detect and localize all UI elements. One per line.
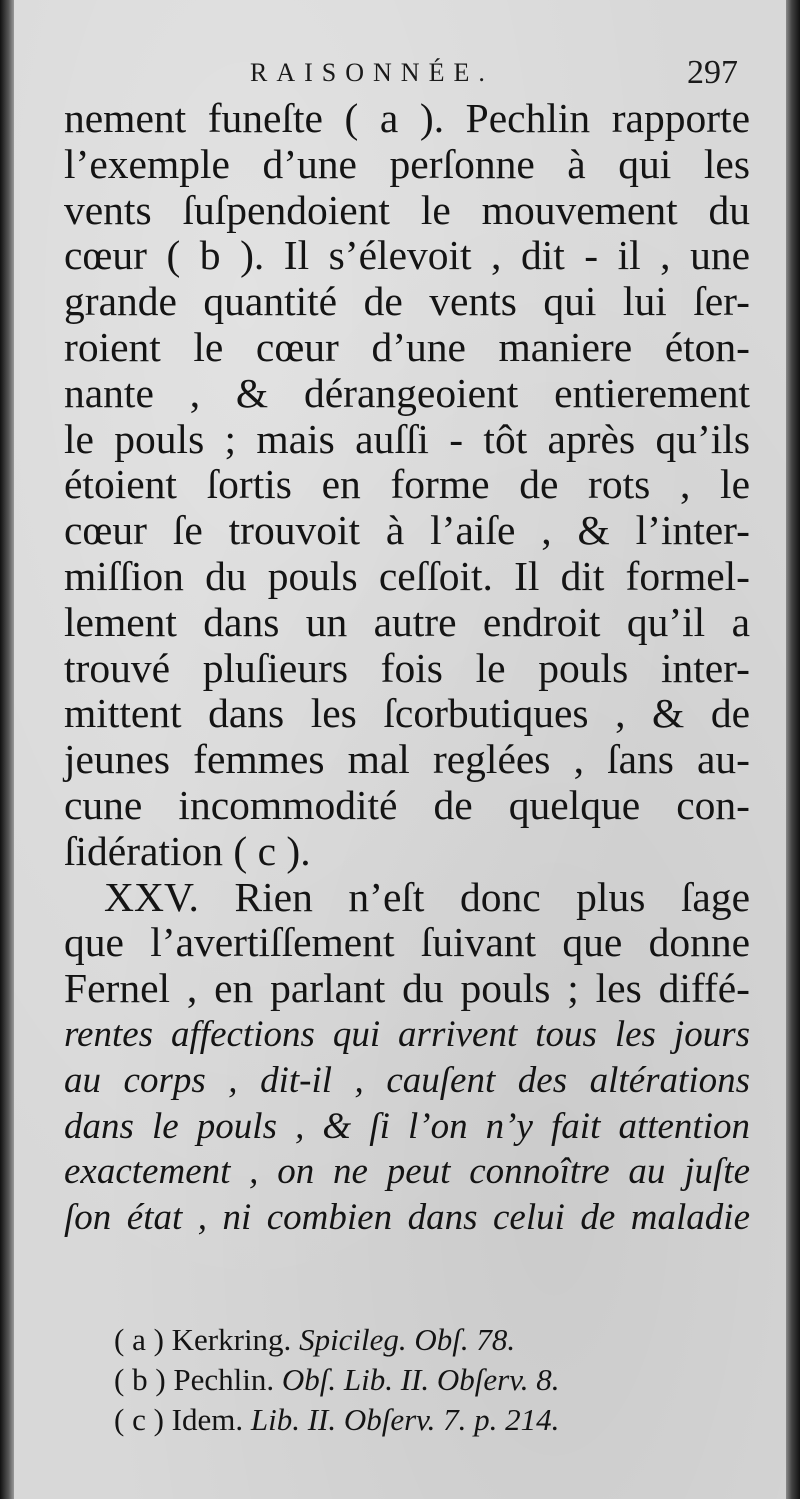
footnote <box>114 1360 674 1400</box>
text-line: nante , & dérangeoient entierement <box>64 369 750 416</box>
footnote-author: Pechlin. <box>173 1362 275 1397</box>
text-line: miſſion du pouls ceſſoit. Il dit formel- <box>64 552 750 599</box>
text-line: cœur ſe trouvoit à l’aiſe , & l’inter- <box>64 507 750 554</box>
text-line: roient le cœur d’une maniere éton- <box>64 323 750 370</box>
text-line: lement dans un autre endroit qu’il a <box>64 598 750 645</box>
scan-right-edge <box>786 0 800 1499</box>
book-page <box>14 0 786 1499</box>
text-line: cœur ( b ). Il s’élevoit , dit - il , une <box>64 232 750 279</box>
section-heading-line: XXV. Rien n’eſt donc plus ſage <box>104 873 750 920</box>
footnote-author: Idem. <box>171 1402 244 1437</box>
footnotes <box>114 1320 674 1440</box>
footnote <box>114 1400 674 1440</box>
text-line: vents ſuſpendoient le mouvement du <box>64 186 750 233</box>
text-line: cune incommodité de quelque con- <box>64 781 750 828</box>
body-text <box>64 96 750 1241</box>
text-line: jeunes femmes mal reglées , ſans au- <box>64 736 750 783</box>
footnote-reference: Lib. II. Obſerv. 7. p. 214. <box>250 1402 560 1437</box>
text-line: que l’avertiſſement ſuivant que donne <box>64 919 750 966</box>
footnote-mark: ( a ) <box>114 1322 164 1357</box>
footnote-reference: Obſ. Lib. II. Obſerv. 8. <box>281 1362 560 1397</box>
footnote-author: Kerkring. <box>171 1322 292 1357</box>
quote-line: au corps , dit-il , cauſent des altérations <box>64 1059 750 1101</box>
text-line: ſidération ( c ). <box>64 827 311 874</box>
quote-line: rentes affections qui arrivent tous les jours <box>64 1013 750 1055</box>
text-line: trouvé pluſieurs fois le pouls inter- <box>64 644 750 691</box>
text-line: Fernel , en parlant du pouls ; les diffé- <box>64 965 750 1012</box>
page-number: 297 <box>687 54 738 91</box>
page-header <box>250 54 738 98</box>
text-line: le pouls ; mais auſſi - tôt après qu’ils <box>64 415 750 462</box>
quote-line: exactement , on ne peut connoître au juſte <box>64 1151 750 1193</box>
text-line: l’exemple d’une perſonne à qui les <box>64 140 750 187</box>
footnote-reference: Spicileg. Obſ. 78. <box>299 1322 516 1357</box>
footnote-mark: ( b ) <box>114 1362 166 1397</box>
text-line: mittent dans les ſcorbutiques , & de <box>64 690 750 737</box>
footnote <box>114 1320 674 1360</box>
text-line: nement funeſte ( a ). Pechlin rapporte <box>64 95 750 141</box>
text-line: grande quantité de vents qui lui ſer- <box>64 278 750 325</box>
quote-line: dans le pouls , & ſi l’on n’y fait attention <box>64 1105 750 1147</box>
running-head: RAISONNÉE. <box>250 58 494 87</box>
text-line: étoient ſortis en forme de rots , le <box>64 461 750 508</box>
quote-line: ſon état , ni combien dans celui de maladie <box>64 1197 750 1239</box>
scan-left-edge <box>0 0 14 1499</box>
footnote-mark: ( c ) <box>114 1402 164 1437</box>
